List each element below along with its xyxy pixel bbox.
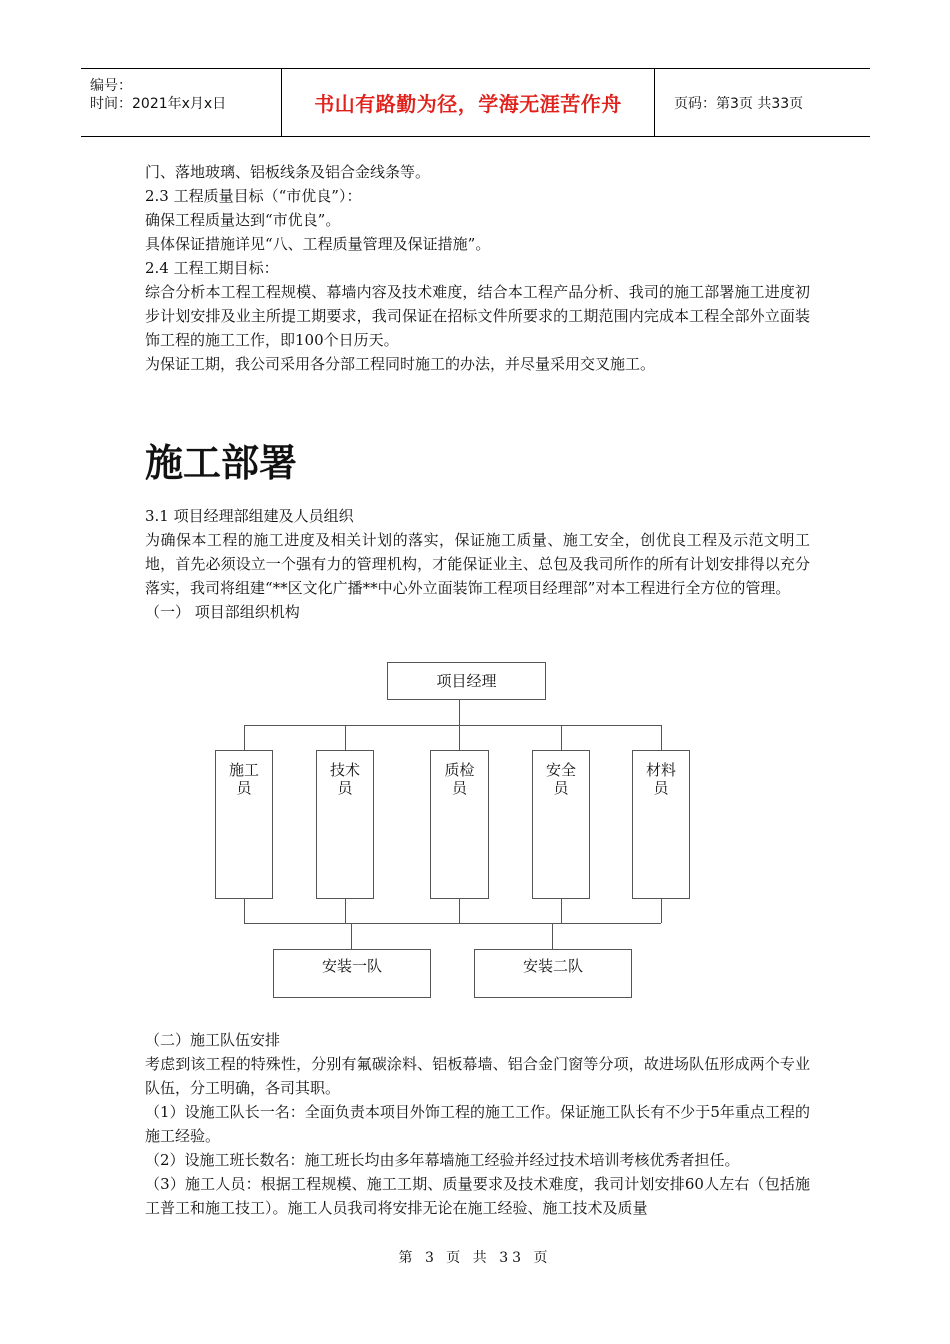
org-box-label: 员: [236, 779, 252, 797]
org-box-staff: [632, 750, 690, 899]
connector-line: [459, 700, 460, 725]
connector-line: [244, 923, 661, 924]
connector-line: [661, 898, 662, 923]
footer-page-number: 第 3 页 共 33 页: [398, 1250, 552, 1266]
connector-line: [351, 923, 352, 949]
section-top: [145, 160, 810, 376]
subheading-org-structure: （一） 项目部组织机构: [145, 603, 300, 621]
org-box-staff: [430, 750, 489, 899]
org-box-team: [273, 949, 431, 998]
connector-line: [244, 725, 245, 750]
page-header: [81, 68, 870, 137]
header-page-info: [665, 69, 870, 136]
section-mid: [145, 504, 810, 624]
paragraph: 具体保证措施详见“八、工程质量管理及保证措施”。: [145, 235, 491, 253]
org-box-staff: [215, 750, 273, 899]
paragraph: 确保工程质量达到“市优良”。: [145, 211, 341, 229]
paragraph: 为确保本工程的施工进度及相关计划的落实，保证施工质量、施工安全，创优良工程及示范文明工地，首先必须设立一个强有力的管理机构，才能保证业主、总包及我司所作的所有计划安排得以充分落实，我司将组建“**区文化广播**中心外立面装饰工程项目经理部”对本工程进行全方位的管理。: [145, 531, 810, 597]
connector-line: [244, 725, 661, 726]
header-motto: 书山有路勤为径，学海无涯苦作舟: [281, 69, 655, 136]
connector-line: [561, 725, 562, 750]
org-box-label: 安全: [545, 761, 576, 779]
org-box-staff: [532, 750, 590, 899]
paragraph: （1）设施工队长一名：全面负责本项目外饰工程的施工工作。保证施工队长有不少于5年重点工程的施工经验。: [145, 1103, 810, 1145]
connector-line: [661, 725, 662, 750]
subheading-quality: 2.3 工程质量目标（“市优良”）：: [145, 187, 362, 205]
paragraph: 为保证工期，我公司采用各分部工程同时施工的办法，并尽量采用交叉施工。: [145, 355, 656, 373]
subheading-schedule: 2.4 工程工期目标：: [145, 259, 279, 277]
org-box-team: [474, 949, 632, 998]
org-box-label: 项目经理: [436, 672, 497, 690]
org-box-label: 施工: [228, 761, 259, 779]
org-box-label: 员: [337, 779, 353, 797]
org-box-label: 质检: [444, 761, 475, 779]
org-box-label: 安装二队: [522, 957, 583, 975]
connector-line: [345, 725, 346, 750]
org-box-label: 安装一队: [321, 957, 382, 975]
paragraph: （3）施工人员：根据工程规模、施工工期、质量要求及技术难度，我司计划安排60人左右（包括施工普工和施工技工）。施工人员我司将安排无论在施工经验、施工技术及质量: [145, 1175, 810, 1217]
org-box-label: 员: [553, 779, 569, 797]
paragraph: 考虑到该工程的特殊性，分别有氟碳涂料、铝板幕墙、铝合金门窗等分项，故进场队伍形成两个专业队伍，分工明确，各司其职。: [145, 1055, 810, 1097]
section-heading: 施工部署: [145, 441, 298, 485]
org-box-staff: [316, 750, 374, 899]
org-box-label: 材料: [645, 761, 676, 779]
connector-line: [561, 898, 562, 923]
page-info-text: 页码：第3页 共33页: [674, 95, 804, 112]
org-box-label: 员: [451, 779, 467, 797]
org-box-label: 技术: [329, 761, 360, 779]
connector-line: [459, 898, 460, 923]
subheading-org: 3.1 项目经理部组建及人员组织: [145, 507, 354, 525]
doc-time-label: 时间：2021年x月x日: [90, 96, 227, 112]
org-box-manager: [387, 662, 546, 700]
connector-line: [552, 923, 553, 949]
connector-line: [459, 725, 460, 750]
paragraph: 门、落地玻璃、铝板线条及铝合金线条等。: [145, 163, 431, 181]
section-bottom: [145, 1028, 810, 1220]
header-meta-cell: [81, 69, 281, 136]
connector-line: [244, 898, 245, 923]
subheading-team: （二）施工队伍安排: [145, 1031, 281, 1049]
doc-number-label: 编号：: [90, 78, 132, 94]
org-box-label: 员: [653, 779, 669, 797]
paragraph: （2）设施工班长数名：施工班长均由多年幕墙施工经验并经过技术培训考核优秀者担任。: [145, 1151, 740, 1169]
connector-line: [345, 898, 346, 923]
page-footer: [0, 1247, 950, 1267]
paragraph: 综合分析本工程工程规模、幕墙内容及技术难度，结合本工程产品分析、我司的施工部署施工进度初步计划安排及业主所提工期要求，我司保证在招标文件所要求的工期范围内完成本工程全部外立面装饰工程的施工工作，即100个日历天。: [145, 283, 810, 349]
